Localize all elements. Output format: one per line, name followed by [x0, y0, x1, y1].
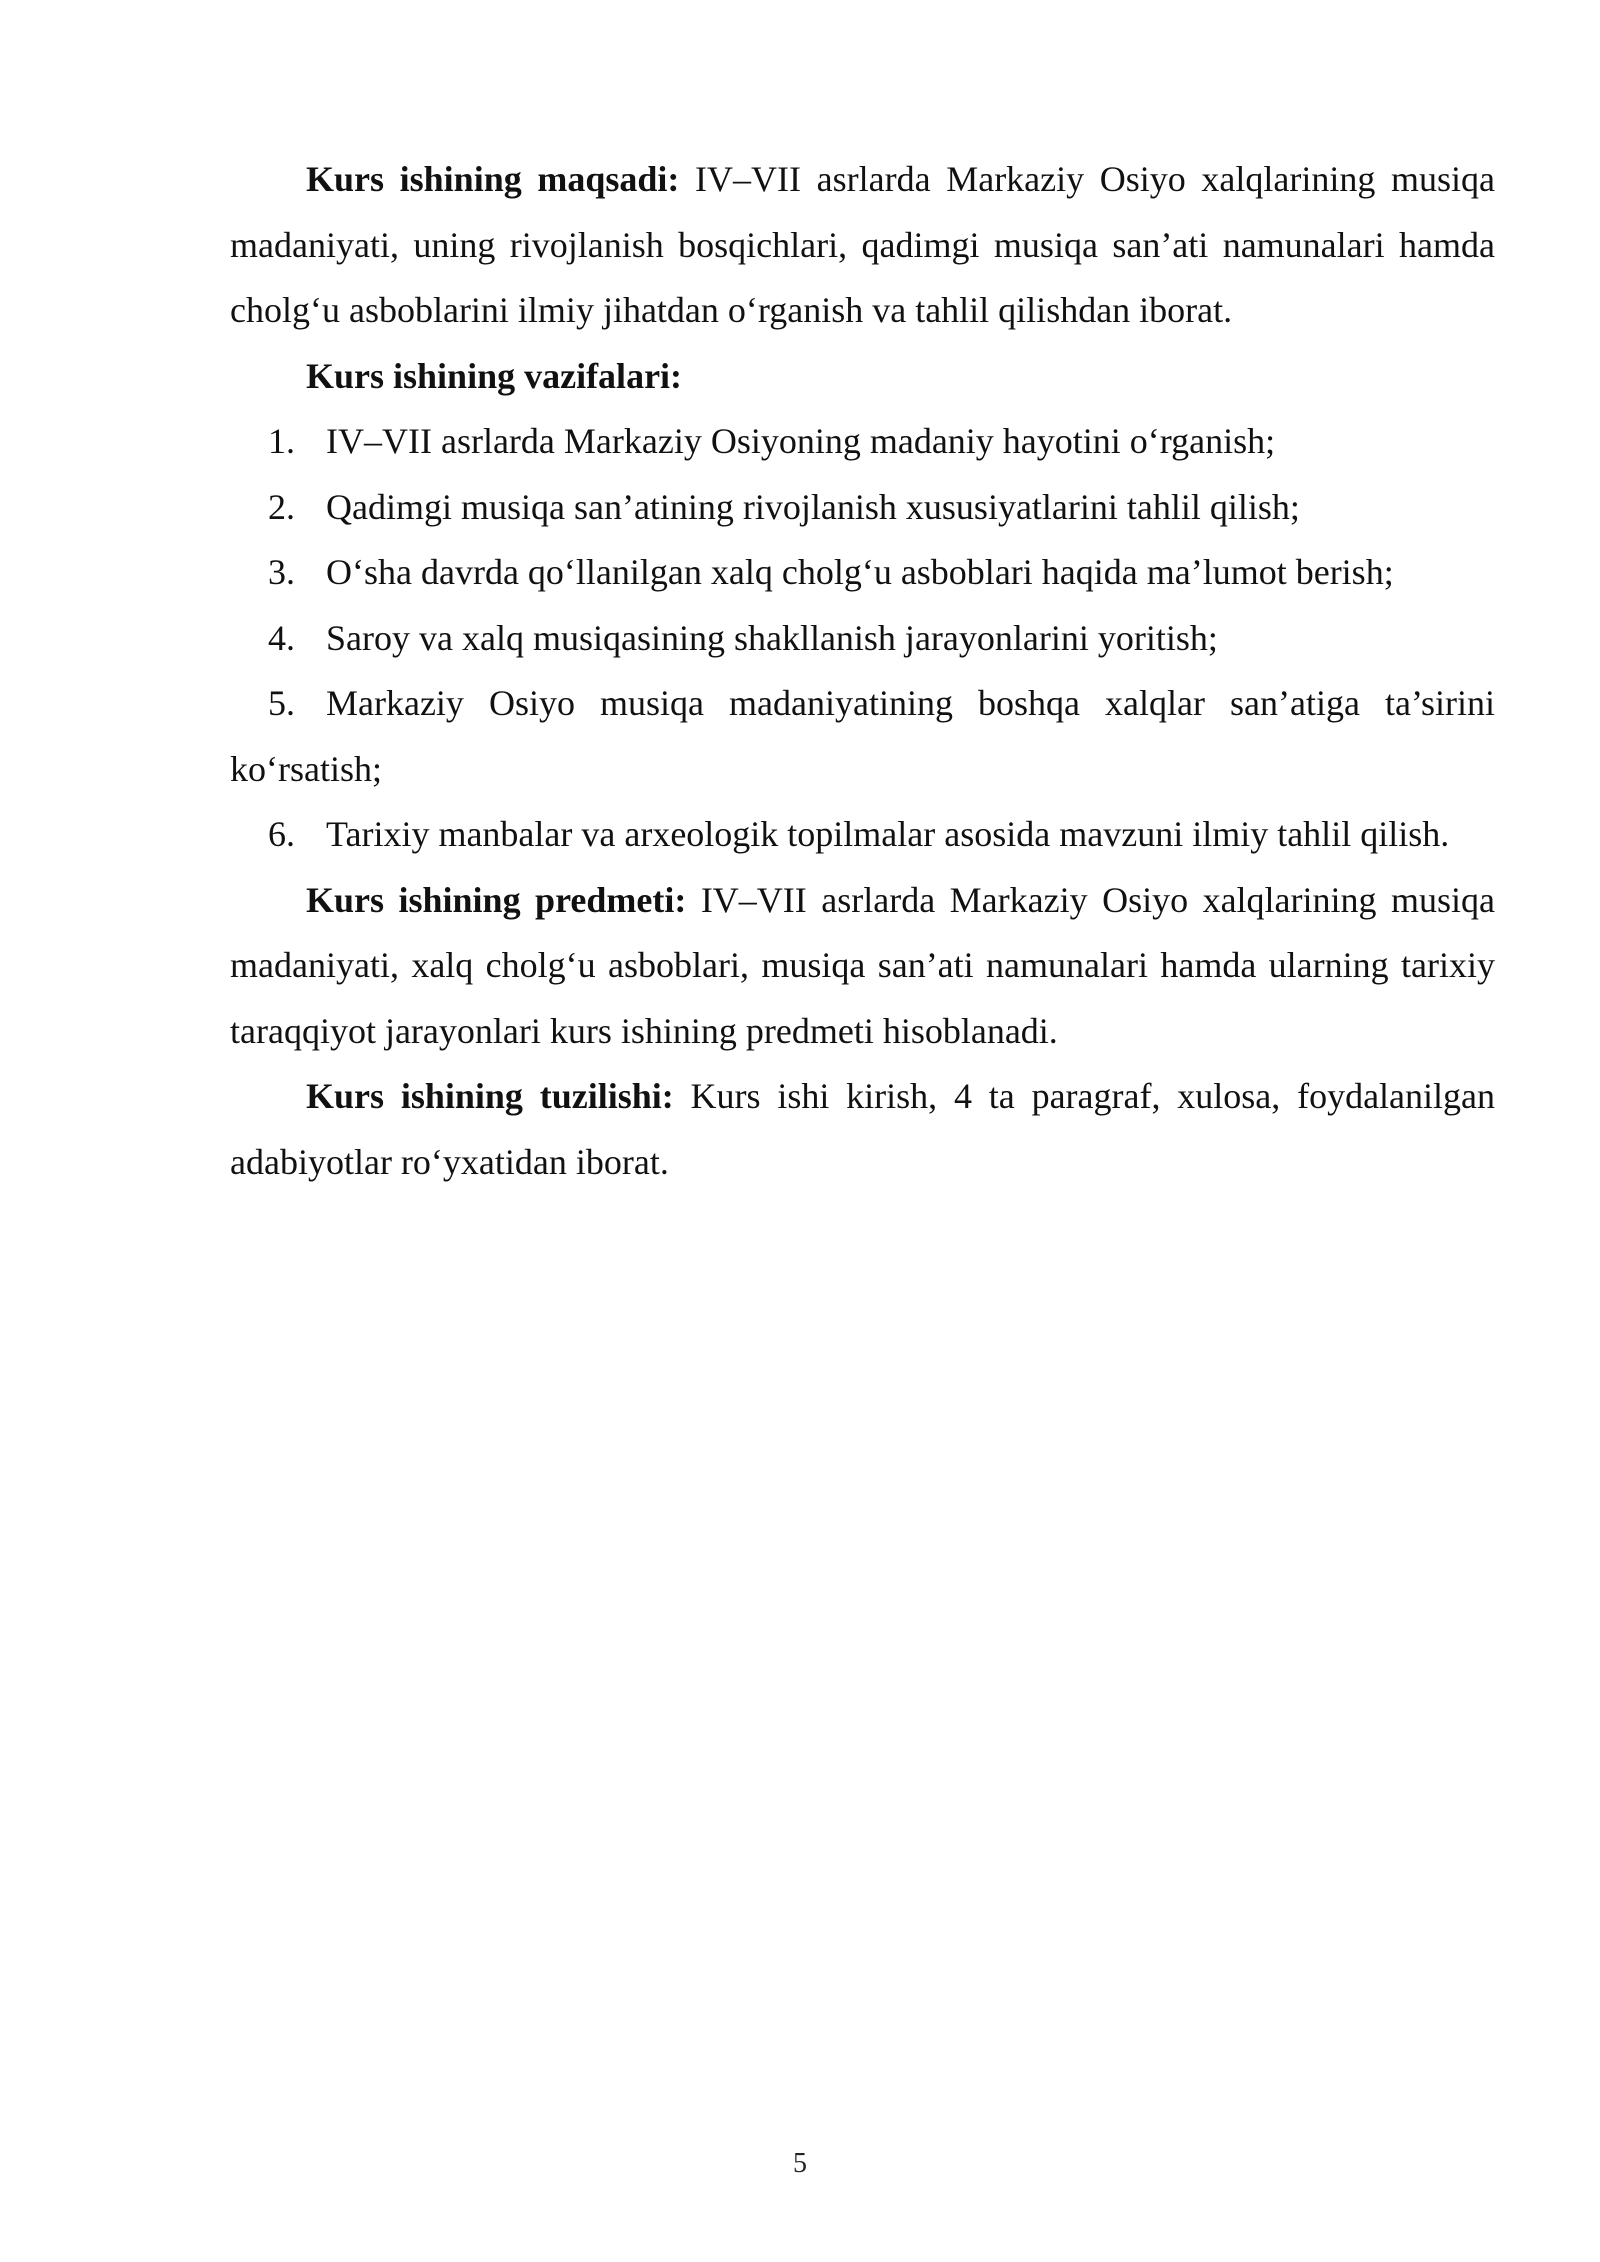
tuzilish-text: Kurs ishi kirish, 4 ta paragraf, xulosa, foydalanilgan adabiyotlar ro‘yxatidan iborat.: [230, 1076, 1496, 1182]
list-item: [230, 409, 1495, 475]
maqsad-label: Kurs ishining maqsadi:: [306, 159, 680, 199]
predmet-paragraph: [230, 868, 1495, 1065]
list-item-number: 6.: [268, 814, 295, 854]
list-item: [230, 606, 1495, 672]
vazifalar-heading: Kurs ishining vazifalari:: [306, 355, 683, 396]
list-item-text: Saroy va xalq musiqasining shakllanish jarayonlarini yoritish;: [326, 617, 1218, 658]
maqsad-paragraph: [230, 147, 1495, 344]
page-content: [230, 147, 1495, 1195]
predmet-label: Kurs ishining predmeti:: [306, 879, 687, 920]
page-number: 5: [793, 2148, 807, 2179]
list-item: [230, 802, 1495, 868]
tuzilish-label: Kurs ishining tuzilishi:: [306, 1076, 674, 1116]
list-item: [230, 671, 1495, 802]
list-item: [230, 540, 1495, 606]
list-item-number: 3.: [268, 552, 295, 592]
list-item-number: 4.: [268, 617, 295, 658]
list-item: [230, 475, 1495, 541]
predmet-text: IV–VII asrlarda Markaziy Osiyo xalqlarining musiqa madaniyati, xalq cholg‘u asboblari, musiqa san’ati namunalari hamda ularning tarixiy taraqqiyot jarayonlari kurs ishining predmeti hisoblanadi.: [230, 879, 1495, 1051]
tuzilish-paragraph: [230, 1064, 1495, 1195]
list-item-text: IV–VII asrlarda Markaziy Osiyoning madaniy hayotini o‘rganish;: [326, 421, 1276, 461]
list-item-number: 2.: [268, 486, 295, 527]
maqsad-text: IV–VII asrlarda Markaziy Osiyo xalqlarining musiqa madaniyati, uning rivojlanish bosqichlari, qadimgi musiqa san’ati namunalari hamda cholg‘u asboblarini ilmiy jihatdan o‘rganish va tahlil qilishdan iborat.: [230, 159, 1496, 330]
list-item-text: Markaziy Osiyo musiqa madaniyatining boshqa xalqlar san’atiga ta’sirini ko‘rsatish;: [230, 683, 1495, 789]
list-item-number: 5.: [268, 683, 295, 723]
list-item-text: Qadimgi musiqa san’atining rivojlanish xususiyatlarini tahlil qilish;: [326, 486, 1300, 527]
list-item-number: 1.: [268, 421, 295, 461]
vazifalar-list: [230, 409, 1495, 868]
list-item-text: O‘sha davrda qo‘llanilgan xalq cholg‘u asboblari haqida ma’lumot berish;: [326, 552, 1394, 592]
list-item-text: Tarixiy manbalar va arxeologik topilmalar asosida mavzuni ilmiy tahlil qilish.: [326, 814, 1450, 854]
